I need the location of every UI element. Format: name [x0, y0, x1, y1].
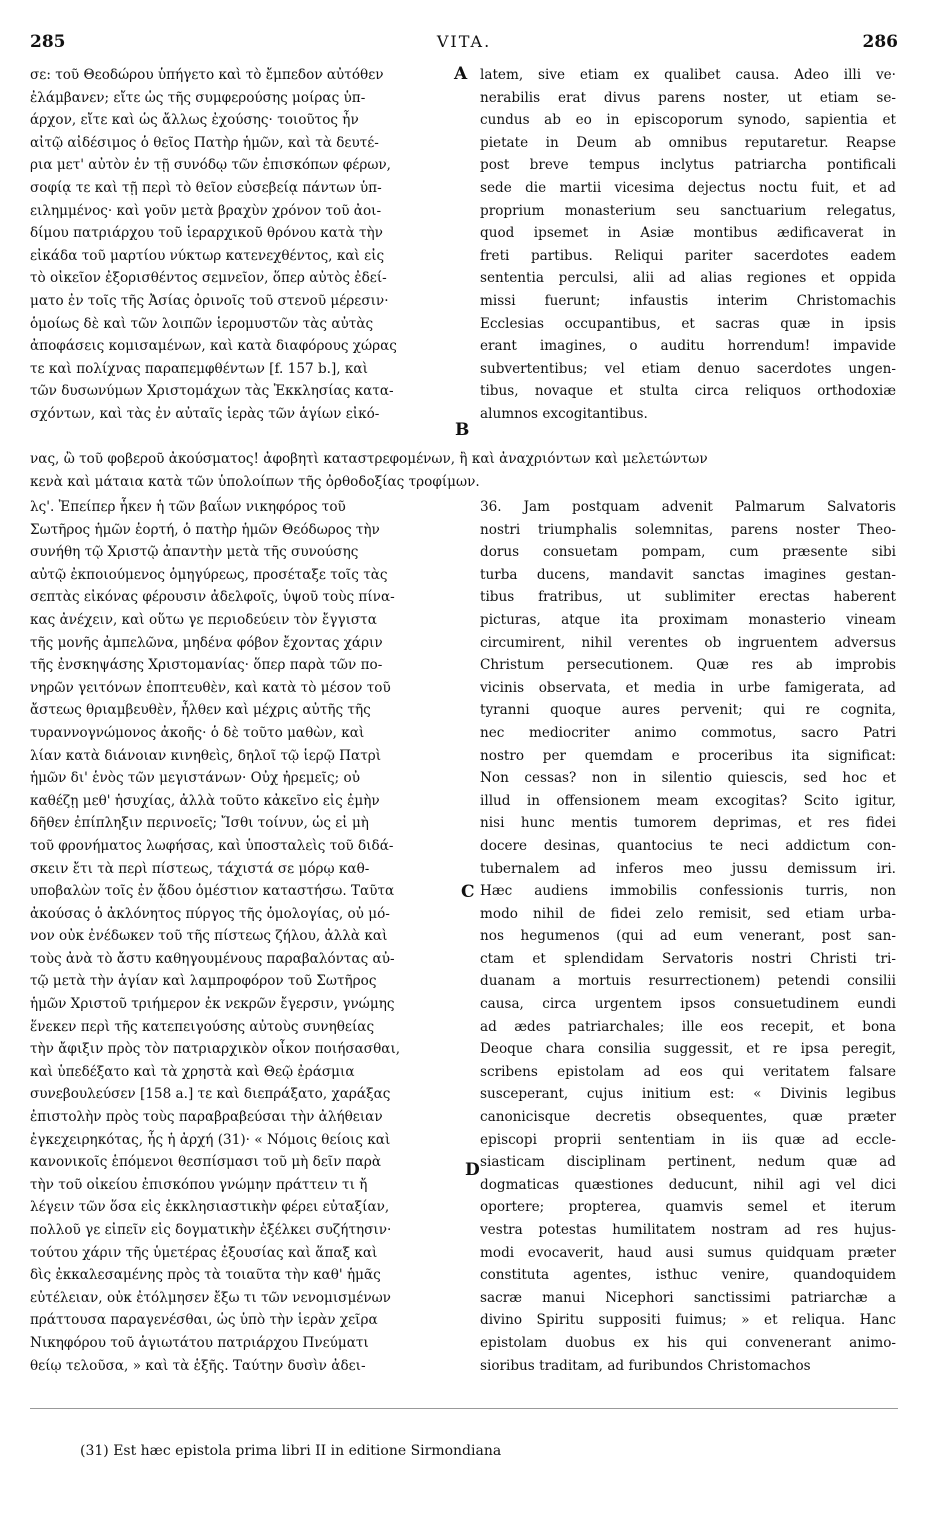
latin-text-line: erant imagines, o auditu horrendum! impavide — [480, 338, 896, 355]
greek-text-line: τούτου χάριν τῆς ὑμετέρας ἐξουσίας καὶ ἅπαξ καὶ — [30, 1244, 378, 1261]
greek-text-line: εἰκάδα τοῦ μαρτίου νύκτωρ κατενεχθέντος, καὶ εἰς — [30, 247, 385, 264]
margin-marker-c: C — [461, 882, 475, 902]
latin-text-line: causa, circa urgentem ipsos consuetudinem eundi — [480, 996, 896, 1013]
latin-text-line: quod ipsemet in Asiæ montibus ædificaverat in — [480, 225, 896, 242]
greek-text-line: ἀποφάσεις κομισαμένων, καὶ κατὰ διαφόρους χώρας — [30, 338, 397, 355]
latin-text-line: epistolam duobus ex his qui convenerant animo- — [480, 1334, 896, 1351]
latin-text-line: oportere; propterea, quamvis semel et iterum — [480, 1199, 896, 1216]
latin-text-line: dorus consuetam pompam, cum præsente sibi — [480, 544, 896, 561]
latin-text-line: nec mediocriter animo commotus, sacro Patri — [480, 724, 896, 741]
greek-text-line: ἐγκεχειρηκότας, ἧς ἡ ἀρχή (31)· « Νόμοις θείοις καὶ — [30, 1131, 391, 1148]
footnote-rule — [30, 1408, 898, 1409]
latin-text-line: latem, sive etiam ex qualibet causa. Adeo illi ve· — [480, 67, 896, 83]
greek-text-line: ἡμῶν δι' ἑνὸς τῶν μεγιστάνων· Οὐχ ἠρεμεῖς; οὐ — [30, 770, 360, 787]
latin-column-bottom — [480, 496, 896, 1377]
latin-text-line: duanam a mortuis resurrectionem) petendi consilii — [480, 973, 896, 990]
latin-text-line: vicinis observata, et media in urbe famigerata, ad — [480, 679, 896, 696]
latin-text-line: tubernalem ad inferos meo jussu demissum iri. — [480, 860, 896, 877]
greek-text-line: σοφίᾳ τε καὶ τῇ περὶ τὸ θεῖον εὐσεβείᾳ πάντων ὑπ- — [30, 179, 382, 196]
latin-text-line: Ecclesias occupantibus, et sacras quæ in ipsis — [480, 315, 896, 332]
latin-text-line: alumnos excogitantibus. — [480, 405, 648, 422]
latin-text-line: susceperant, cujus initium est: « Divinis legibus — [480, 1086, 896, 1103]
latin-text-line: Deoque chara consilia suggessit, et re ipsa peregit, — [480, 1041, 896, 1058]
greek-text-line: άρχον, εἴτε καὶ ὡς ἄλλως ἐχούσης· τοιοῦτος ἦν — [30, 112, 359, 129]
latin-text-line: proprium monasterium seu sanctuarium relegatus, — [480, 202, 896, 219]
latin-text-line: sioribus traditam, ad furibundos Christomachos — [480, 1357, 811, 1374]
latin-text-line: sententia perculsi, alii ad alias regiones et oppida — [480, 270, 896, 287]
greek-text-line: πράττουσα παραγενέσθαι, ὡς ὑπὸ τὴν ἱερὰν χεῖρα — [30, 1312, 378, 1329]
greek-text-line: Νικηφόρου τοῦ ἁγιωτάτου πατριάρχου Πνεύματι — [30, 1334, 369, 1351]
greek-text-line: τῆς μονῆς ἀμπελῶνα, μηδένα φόβον ἔχοντας χάριν — [30, 634, 383, 651]
greek-text-line: δὶς ἐκκαλεσαμένης πρὸς τὰ τοιαῦτα τὴν καθ' ἡμᾶς — [30, 1267, 381, 1284]
greek-text-line: τε καὶ πολίχνας παραπεμφθέντων [f. 157 b.], καὶ — [30, 360, 368, 377]
greek-text-line: ἕνεκεν περὶ τῆς κατεπειγούσης αὐτοὺς συνηθείας — [30, 1018, 375, 1035]
greek-text-line: πολλοῦ γε εἰπεῖν εἰς δογματικὴν ἐξέλκει συζήτησιν· — [30, 1222, 392, 1238]
greek-text-line: νας, ὢ τοῦ φοβεροῦ ἀκούσματος! ἀφοβητὶ καταστρεφομένων, ἢ καὶ ἀναχριόντων καὶ μελετώντων — [30, 451, 708, 467]
greek-text-line: τῆς ἐνσκηψάσης Χριστομανίας· ὅπερ παρὰ τῶν πο- — [30, 657, 383, 674]
greek-text-line: Σωτῆρος ἡμῶν ἑορτή, ὁ πατὴρ ἡμῶν Θεόδωρος τὴν — [30, 521, 380, 538]
greek-text-line: δίμου πατριάρχου τοῦ ἱεραρχικοῦ θρόνου κατὰ τὴν — [30, 225, 383, 242]
greek-text-line: σχόντων, καὶ τὰς ἐν αὐταῖς ἱερὰς τῶν ἁγίων εἰκό- — [30, 405, 380, 422]
greek-text-line: τῷ μετὰ τὴν ἁγίαν καὶ λαμπροφόρον τοῦ Σωτῆρος — [30, 973, 377, 990]
latin-text-line: circumirent, nihil verentes ob ingruentem adversus — [480, 634, 896, 651]
latin-text-line: Hæc audiens immobilis confessionis turris, non — [480, 883, 896, 900]
latin-column-top — [480, 64, 896, 426]
greek-text-line: σεπτὰς εἰκόνας φέρουσιν ἀδελφοῖς, ὑψοῦ τοὺς πίνα- — [30, 589, 395, 606]
greek-text-line: τὴν ἄφιξιν πρὸς τὸν πατριαρχικὸν οἶκον ποιήσασθαι, — [30, 1041, 401, 1058]
latin-text-line: dogmaticas quæstiones deducunt, nihil agi vel dici — [480, 1176, 896, 1193]
latin-text-line: nos hegumenos (qui ad eum venerant, post san- — [480, 928, 896, 945]
latin-text-line: tibus, novaque et stulta circa reliquos orthodoxiæ — [480, 383, 896, 400]
greek-text-line: λέγειν τῶν ὅσα εἰς ἐκκλησιαστικὴν φέρει εὐταξίαν, — [30, 1199, 390, 1216]
greek-text-line: τὸ οἰκεῖον ἐξορισθέντος σεμνεῖον, ὅπερ αὐτὸς ἐδεί- — [30, 270, 387, 287]
greek-text-line: λίαν κατὰ διάνοιαν κινηθεὶς, δηλοῖ τῷ ἱερῷ Πατρὶ — [30, 747, 382, 764]
latin-text-line: siasticam disciplinam pertinent, nedum quæ ad — [480, 1154, 896, 1171]
latin-text-line: pietate in Deum ab omnibus reputaretur. Reapse — [480, 134, 896, 151]
page-number-left: 285 — [30, 32, 66, 52]
greek-text-line: συνήθη τῷ Χριστῷ ἀπαντὴν μετὰ τῆς συνούσης — [30, 544, 359, 561]
greek-column-top — [30, 64, 458, 426]
latin-text-line: 36. Jam postquam advenit Palmarum Salvatoris — [480, 499, 896, 515]
greek-text-line: τοῦ φρονήματος λωφήσας, καὶ ὑποσταλεὶς τοῦ διδά- — [30, 837, 394, 854]
greek-text-line: ἡμῶν Χριστοῦ τριήμερον ἐκ νεκρῶν ἔγερσιν, γνώμης — [30, 996, 395, 1013]
greek-text-line: ἄστεως θριαμβευθὲν, ἦλθεν καὶ μέχρις αὐτῆς τῆς — [30, 702, 371, 719]
latin-text-line: freti partibus. Reliqui pariter sacerdotes eadem — [480, 247, 896, 264]
latin-text-line: modo nihil de fidei zelo remisit, sed etiam urba- — [480, 905, 896, 922]
latin-text-line: canonicisque decretis obsequentes, quæ præter — [480, 1109, 896, 1126]
latin-text-line: modi evocaverit, haud ausi sumus quidquam præter — [480, 1244, 896, 1261]
latin-text-line: constituta agentes, isthuc venire, quandoquidem — [480, 1267, 896, 1284]
greek-text-line: καθέζῃ μεθ' ἡσυχίας, ἀλλὰ τοῦτο κἀκεῖνο εἰς ἐμὴν — [30, 792, 380, 809]
greek-text-line: σκειν ἔτι τὰ περὶ πίστεως, τάχιστά σε μόρῳ καθ- — [30, 860, 370, 877]
latin-text-line: picturas, atque ita proximam monasterio vineam — [480, 611, 896, 628]
greek-text-line: δῆθεν ἐπίπληξιν περινοεῖς; Ἴσθι τοίνυν, ὡς εἰ μὴ — [30, 815, 369, 832]
greek-text-line: νηρῶν γειτόνων ἐποπτευθὲν, καὶ κατὰ τὸ μέσον τοῦ — [30, 679, 391, 696]
latin-text-line: divino Spiritu suppositi fuimus; » et reliqua. Hanc — [480, 1312, 896, 1329]
greek-text-line: ματο ἐν τοῖς τῆς Ἀσίας ὀρινοῖς τοῦ στενοῦ μέρεσιν· — [30, 292, 389, 309]
latin-text-line: Christum persecutionem. Quæ res ab improbis — [480, 657, 896, 674]
greek-text-line: σε: τοῦ Θεοδώρου ὑπήγετο καὶ τὸ ἔμπεδον αὐτόθεν — [30, 67, 384, 83]
greek-text-line: ἐπιστολὴν πρὸς τοὺς παραβραβεύσαι τὴν ἀλήθειαν — [30, 1109, 383, 1126]
greek-text-line: κας ἀνέχειν, καὶ οὕτω γε περιοδεύειν τὸν ἔγγιστα — [30, 611, 377, 628]
latin-text-line: tyranni quoque aures pervenit; qui re cognita, — [480, 702, 896, 719]
running-head: VITA. — [436, 32, 492, 51]
margin-marker-a: A — [454, 64, 468, 84]
latin-text-line: sacræ manui Nicephori sanctissimi patriarchæ a — [480, 1289, 896, 1306]
greek-text-line: κενὰ καὶ μάταια κατὰ τῶν ὑπολοίπων τῆς ὀρθοδοξίας τροφίμων. — [30, 473, 480, 490]
latin-text-line: episcopi proprii sententiam in iis quæ ad eccle- — [480, 1131, 896, 1148]
latin-text-line: vestra potestas humilitatem nostram ad res hujus- — [480, 1222, 896, 1238]
greek-text-line: λς'. Ἐπείπερ ἧκεν ἡ τῶν βαΐων νικηφόρος τοῦ — [30, 499, 346, 515]
latin-text-line: subvertentibus; vel etiam denuo sacerdotes ungen- — [480, 360, 896, 377]
latin-text-line: illud in offensionem meam excogitas? Scito igitur, — [480, 792, 896, 809]
latin-text-line: nostro per quemdam e proceribus ita significat: — [480, 747, 896, 764]
latin-text-line: scribens epistolam ad eos qui veritatem falsare — [480, 1063, 896, 1080]
greek-text-line: κανονικοῖς ἑπόμενοι θεσπίσμασι τοῦ μὴ δεῖν παρὰ — [30, 1154, 382, 1171]
latin-text-line: Non cessas? non in silentio quiescis, sed hoc et — [480, 770, 896, 787]
greek-text-line: υποβαλὼν τοῖς ἐν ᾅδου ὁμέστιον καταστήσω. Ταῦτα — [30, 883, 395, 900]
greek-text-line: ἐλάμβανεν; εἴτε ὡς τῆς συμφερούσης μοίρας ὑπ- — [30, 89, 366, 106]
latin-text-line: nostri triumphalis solemnitas, parens noster Theo- — [480, 521, 896, 538]
latin-text-line: turba ducens, mandavit sanctas imagines gestan- — [480, 566, 896, 583]
page-header — [30, 32, 898, 54]
greek-text-line: τῶν δυσωνύμων Χριστομάχων τὰς Ἐκκλησίας κατα- — [30, 383, 394, 400]
footnote: (31) Est hæc epistola prima libri II in editione Sirmondiana — [80, 1443, 502, 1459]
greek-text-line: συνεβουλεύσεν [158 a.] τε καὶ διεπράξατο, χαράξας — [30, 1086, 391, 1103]
latin-text-line: ctam et splendidam Servatoris nostri Christi tri- — [480, 950, 896, 967]
greek-text-line: καὶ ὑπεδέξατο καὶ τὰ χρηστὰ καὶ Θεῷ ἐράσμια — [30, 1063, 355, 1080]
greek-text-line: θείῳ τελοῦσα, » καὶ τὰ ἑξῆς. Ταύτην δυσὶν ἀδει- — [30, 1357, 366, 1374]
latin-text-line: nerabilis erat divus parens noster, ut etiam se- — [480, 89, 896, 106]
greek-full-width-lines — [30, 448, 898, 493]
latin-text-line: tibus fratribus, ut sublimiter erectas haberent — [480, 589, 896, 606]
latin-text-line: cundus ab eo in episcoporum synodo, sapientia et — [480, 112, 896, 129]
greek-text-line: τυραννογνώμονος ἀκοῆς· ὁ δὲ τοῦτο μαθὼν, καὶ — [30, 724, 365, 741]
greek-column-bottom — [30, 496, 458, 1377]
greek-text-line: τὴν τοῦ οἰκείου ἐπισκόπου γνώμην πράττειν τι ἤ — [30, 1176, 368, 1193]
greek-text-line: αὐτῷ ἐκποιούμενος ὁμηγύρεως, προσέταξε τοῖς τὰς — [30, 566, 388, 583]
latin-text-line: post breve tempus inclytus patriarcha pontificali — [480, 157, 896, 174]
greek-text-line: ἀκούσας ὁ ἀκλόνητος πύργος τῆς ὁμολογίας, οὐ μό- — [30, 905, 390, 922]
greek-text-line: ρια μετ' αὐτὸν ἐν τῇ συνόδῳ τῶν ἐπισκόπων φέρων, — [30, 157, 391, 174]
page-number-right: 286 — [862, 32, 898, 52]
greek-text-line: ειλημμένος· καὶ γοῦν μετὰ βραχὺν χρόνον τοῦ ἀοι- — [30, 202, 382, 219]
margin-marker-d: D — [465, 1160, 480, 1180]
greek-text-line: τοὺς ἀνὰ τὸ ἄστυ καθηγουμένους παραβαλόντας αὐ- — [30, 950, 395, 967]
latin-text-line: docere desinas, quantocius te neci addictum con- — [480, 837, 896, 854]
latin-text-line: nisi hunc mentis tumorem deprimas, et res fidei — [480, 815, 896, 832]
greek-text-line: ὁμοίως δὲ καὶ τῶν λοιπῶν ἱερομυστῶν τὰς αὐτὰς — [30, 315, 374, 332]
latin-text-line: ad ædes patriarchales; ille eos recepit, et bona — [480, 1018, 896, 1035]
latin-text-line: sede die martii vicesima dejectus noctu fuit, et ad — [480, 179, 896, 196]
greek-text-line: εὐτέλειαν, οὐκ ἐτόλμησεν ἔξω τι τῶν νενομισμένων — [30, 1289, 391, 1306]
latin-text-line: missi fuerunt; infaustis interim Christomachis — [480, 292, 896, 309]
margin-marker-b: B — [455, 420, 470, 440]
greek-text-line: αἰτῷ αἰδέσιμος ὁ θεῖος Πατὴρ ἡμῶν, καὶ τὰ δευτέ- — [30, 134, 379, 151]
greek-text-line: νον οὐκ ἐνέδωκεν τοῦ τῆς πίστεως ζήλου, ἀλλὰ καὶ — [30, 928, 388, 945]
